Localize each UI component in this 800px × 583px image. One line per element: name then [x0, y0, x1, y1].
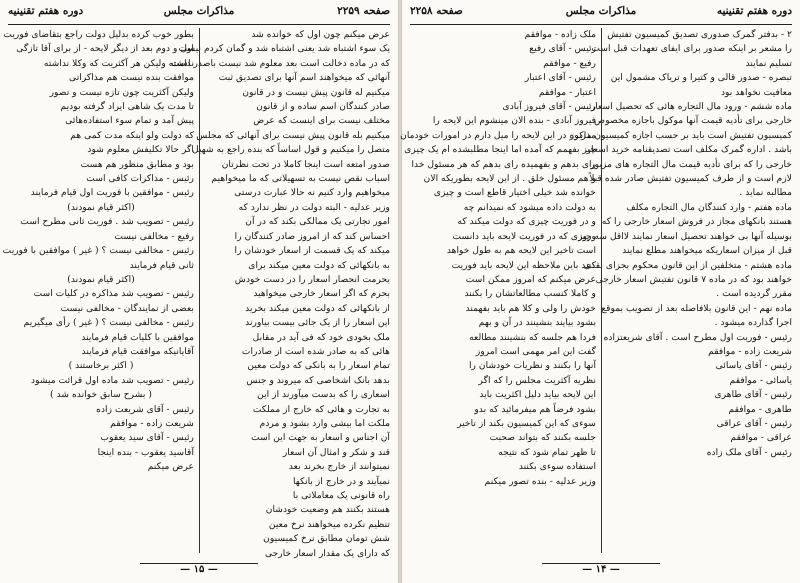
text-line: اگر حالا تکلیفش معلوم شود — [87, 144, 194, 156]
text-line: سوءی که این کمیسیون بکند از تاخیر — [457, 417, 596, 429]
left-page-column-right — [171, 28, 390, 559]
text-line: ۲ - بدفتر گمرک صدوری تصدیق کمیسیون تفتیش — [607, 29, 792, 40]
text-line: رئیس - مخالفی نیست ؟ ( غیر ) موافقین با فوریت — [2, 245, 194, 257]
left-column-divider — [199, 28, 200, 553]
text-line: آن اجناس و اسعار به جهت این است — [251, 432, 390, 444]
text-line: بوسیله آنها بی خواهند تحصیل اسعار نمایند لااقل سه روز — [578, 230, 792, 242]
left-page-running-title: مذاکرات مجلس — [163, 5, 235, 17]
text-line: نداشته ولیکن هر آکثریت که وکلا نداشته — [43, 57, 194, 69]
text-line: رئیس - آقای عراقی — [716, 417, 792, 429]
text-line: بدهد بانک اشخاصی که میروند و جنس — [246, 374, 390, 386]
text-line: ملکت اما بیشی وارد بشود و مردم — [259, 417, 390, 429]
text-line: ماده ششم - ورود مال التجاره هائی که تحصیل اسعار — [590, 101, 792, 113]
text-line: تا مدت یک شاهی ایراد گرفته بودیم — [60, 101, 194, 113]
text-line: مذاکره در این لایحه را میل دارم در امورات خودمان — [400, 129, 596, 141]
text-line: نظریه آکثریت مجلس را که اگر — [478, 374, 596, 386]
text-line: اجرا گذارده میشود . — [714, 317, 792, 329]
text-line: از بانکهائی که دولت معین میکند بخرید — [245, 302, 390, 314]
left-page-column-left — [2, 28, 194, 553]
left-page — [0, 0, 398, 583]
text-line: ماده هشتم - متخلفین از این قانون محکوم بجزای نقدی — [583, 259, 792, 271]
text-line: رئیس - مخالفی نیست ؟ ( غیر ) رأی میگیریم — [23, 317, 194, 329]
text-line: متصل را میکنیم و قول اساساً که بنده راجع به شهیل — [191, 144, 390, 156]
text-line: اول و دوم بعد از دیگر لایحه - از برای آقا تازگی — [16, 43, 194, 55]
left-page-folio: — ۱۵ — — [0, 564, 398, 575]
text-line: شریعت زاده - موافقم — [110, 417, 194, 429]
text-line: عراقی - موافقم — [730, 432, 792, 444]
text-line: ملک زاده - موافقم — [524, 29, 596, 40]
text-line: اعتبار - موافقم — [538, 86, 596, 98]
text-line: خارجی برای تأدیه قیمت آنها موکول باجازه مخصوص — [594, 115, 792, 127]
text-line: رئیس - آقای سید یعقوب — [100, 432, 194, 444]
text-line: عرض میکنم که امروز ممکن است — [465, 273, 596, 285]
text-line: بحرم که اگر اسعار خارجی میخواهید — [253, 288, 390, 300]
text-line: این لایحه بیاید دلیل اکثریت باید — [479, 389, 596, 401]
left-page-session: دوره هفتم تقنینیه — [8, 5, 84, 17]
text-line: چیز بفهمم که آمده اما اینجا مطلبشده ام یک چیزی — [404, 144, 596, 156]
text-line: قند و شکر و امثال آن اسعار — [282, 446, 390, 458]
text-line: وچیزی که در فوریت لایحه باید دانست — [452, 230, 596, 242]
text-line: است تاخیر این لایحه هم به طول خواهد — [446, 245, 596, 257]
text-line: وزیر عدلیه - البته دولت در نظر ندارد که — [238, 201, 390, 213]
text-line: راه قانونی یک معاملاتی با — [292, 490, 390, 501]
text-line: صادر کنندگان اسم ساده و از قانون — [256, 101, 390, 113]
text-line: تنظیم نکرده میخواهند نرخ معین — [268, 518, 390, 530]
text-line: بحرمت انحصار اسعار را در دست خودش — [234, 273, 390, 285]
text-line: خارجی را که برای تأدیه قیمت مال التجاره های مزبور — [590, 158, 792, 170]
text-line: تسلیم نمایند — [745, 57, 792, 69]
text-line: قبل از میزان اسعاریکه میخواهند مطلع نمایند — [622, 245, 792, 257]
text-line: رفیع - مخالفی نیست — [114, 230, 194, 242]
text-line: شش تومان مطابق نرخ کمیسیون — [263, 533, 390, 545]
text-line: که در ماده دخالت است بعد معلوم شد نیست باصدر است — [171, 57, 390, 69]
text-line: را مشعر بر اینکه صدور برای ایفای تعهدات قبل است — [591, 43, 792, 55]
text-line: مقرر گردیده است . — [716, 288, 792, 300]
text-line: میکنیم بله قانون پیش نیست برای آنهائی که مجلس — [196, 129, 390, 141]
text-line: رئیس - آقای طاهری — [714, 389, 792, 401]
text-line: و هم مسئول خلق . از این لایحه بطوریکه الان — [423, 173, 596, 185]
text-line: این اسعار را از یک جائی بیست بیاورند — [245, 317, 390, 329]
text-line: به دولت داده میشود که نمیدانم چه — [463, 201, 596, 213]
text-line: ولیکن آکثریت چون تازه نیست و تصور — [49, 86, 194, 98]
text-line: هستند بکنند هم وضعیت خودشان — [265, 504, 390, 516]
text-line: آنهائی که میخواهند اسم آنها برای تصدیق ثبت — [218, 72, 390, 84]
text-line: مطالبه نماید . — [739, 187, 792, 199]
text-line: اسباب نقص نیست به تسهیلاتی که ما میخواهیم — [211, 173, 390, 185]
text-line: ثانی قیام فرمایند — [129, 259, 194, 271]
text-line: و کاملا کنسب مطالعاتشان را بکنند — [464, 288, 596, 300]
text-line: کنند باین ملاحظه این لایحه باید فوریت — [451, 259, 596, 271]
text-line: موافقت بنده نیست هم مذاکراتی — [69, 72, 194, 84]
text-line: ملک بخودی خود که فی آید در مقابل — [252, 331, 390, 343]
text-line: رئیس - موافقین با فوریت اول قیام فرمایند — [30, 187, 194, 199]
text-line: رئیس - تصویب شد ماده اول قرائت میشود — [30, 374, 194, 386]
text-line: آنها را بکنند و نظریات خودشان را — [468, 360, 596, 372]
right-column-divider — [601, 28, 602, 553]
text-line: آقاسید یعقوب - بنده اینجا — [97, 446, 194, 458]
text-line: رئیس - فوریت اول مطرح است . آقای شریعتزاده — [603, 331, 792, 343]
text-line: رئیس - آقای یاسائی — [715, 360, 792, 372]
text-line: رفیع - موافقم — [543, 57, 596, 69]
text-line: استفاده سوءی بکنند — [518, 461, 596, 473]
text-line: فیروز آبادی - بنده الان مینشوم این لایحه را — [432, 115, 596, 127]
text-line: رای بدهم و بفهمیده رای بدهم که هر مسئول خدا — [411, 158, 596, 170]
text-line: باشد . اداره گمرک مکلف است تصدیقنامه خرید اسعار — [586, 144, 792, 156]
text-line: شریعت زاده - موافقم — [708, 345, 792, 357]
text-line: احساس کند که از امروز صادر کنندگان را — [234, 230, 390, 242]
text-line: خوانده شد خیلی اختیار قاطع است و چیزی — [433, 187, 596, 199]
text-line: رئیس - مذاکرات کافی است — [86, 173, 194, 185]
text-line: فردا هم جلسه که بنشینند مطالعه — [469, 331, 596, 343]
text-line: (اکثر قیام نمودند) — [67, 201, 135, 213]
text-line: ( اکثر برخاستند ) — [68, 360, 134, 372]
left-page-header — [8, 5, 390, 23]
left-page-number: صفحه ۲۲۵۹ — [337, 5, 390, 17]
text-line: یاسائی - موافقم — [729, 374, 792, 386]
text-line: وزیر عدلیه - بنده تصور میکنم — [484, 475, 596, 487]
text-line: بشود فرضاً هم میفرمائید که بدو — [474, 403, 596, 415]
right-page-column-left — [400, 28, 596, 553]
text-line: گفت این امر مهمی است امروز — [475, 345, 596, 357]
text-line: میکند که یک قسمت از اسعار خودشان را — [234, 245, 390, 257]
text-line: عرض میکنم — [147, 461, 194, 473]
right-page-session: دوره هفتم تقنینیه — [716, 5, 792, 17]
text-line: آقایانیکه موافقت قیام فرمایند — [81, 345, 194, 357]
text-line: میخواهیم وارد کنیم نه حالا عبارت درستی — [234, 187, 390, 199]
text-line: کمیسیون تفتیش است باید بر حسب اجازه کمیسیون مزبور — [569, 129, 792, 141]
left-header-rule — [8, 24, 390, 25]
text-line: رئیس - تصویب شد . فوریت ثانی مطرح است — [20, 216, 194, 228]
text-line: به تجارت و هائی که خارج از مملکت — [252, 403, 390, 415]
text-line: یک سوء اشتباه شد یعنی اشتباه شد و گمان کردم نیست — [178, 43, 390, 55]
text-line: معافیت نخواهد بود — [720, 86, 792, 98]
text-line: بشود بیایند بنشینند در آن و بهم — [478, 317, 596, 329]
text-line: لازم است و از طرف کمیسیون تفتیش صادر شده قبلاً — [589, 173, 792, 185]
text-line: رئیس - تصویب شد مذاکره در کلیات است — [33, 288, 194, 300]
text-line: بود و مطابق منظور هم هست — [80, 158, 194, 170]
right-page-header — [410, 5, 792, 23]
text-line: مختلف نیست برای اینست که عرض — [253, 115, 390, 127]
text-line: خودش را ولی و کلا هم باید بفهمند — [465, 302, 596, 314]
text-line: ماده نهم - این قانون بلافاصله بعد از تصویب بموقع — [601, 302, 792, 314]
text-line: رئیس - آقای فیروز آبادی — [502, 101, 596, 113]
text-line: تا ظهر تمام شود که نتیجه — [498, 446, 596, 458]
right-page-folio: — ۱۴ — — [402, 564, 800, 575]
text-line: تبصره - صدور قالی و کتیرا و تریاک مشمول این — [610, 72, 792, 84]
text-line: جلسه بکنند که بتواند صحبت — [489, 432, 596, 444]
text-line: خواهند بود که در ماده ۷ قانون تفتیش اسعار خارجی — [595, 273, 792, 285]
text-line: رئیس - آقای ملک زاده — [706, 446, 792, 458]
text-line: موافقین با کلیات قیام فرمایند — [81, 331, 194, 343]
text-line: به بانکهائی که دولت معین میکند برای — [248, 259, 390, 271]
right-page-number: صفحه ۲۲۵۸ — [410, 5, 463, 17]
text-line: هائی که به صادر شده است از صادرات — [241, 345, 390, 357]
text-line: بعضی از نمایندگان - مخالفی نیست — [60, 302, 194, 314]
text-line: که دارای یک مقدار اسعار خارجی — [264, 547, 390, 559]
text-line: ماده هفتم - وارد کنندگان مال التجاره مکلف — [626, 201, 792, 213]
text-line: بطور خوب کرده بدلیل دولت راجع بتقاضای فوریت — [3, 29, 194, 40]
right-header-rule — [410, 24, 792, 25]
text-line: و در فوریت چیزی که دولت میکند که — [457, 216, 596, 228]
text-line: ( بشرح سابق خوانده شد ) — [50, 389, 152, 401]
text-line: پیش آمد و تمام سوء استفاده‌هائی — [65, 115, 194, 127]
text-line: میکنیم له قانون پیش نیست و در قانون — [242, 86, 390, 98]
text-line: (اکثر قیام نمودند) — [67, 273, 135, 285]
text-line: امور تجارتی یک ممالکی بکند که در آن — [245, 216, 390, 228]
text-line: صدور امتعه است اینجا کاملا در تحت نظرتان — [221, 158, 390, 170]
text-line: تمام اسعار را به بانکی که دولت معین — [247, 360, 390, 372]
text-line: عرض میکنم چون اول که خوانده شد — [251, 29, 390, 40]
text-line: اسعاری را که بدست میآورند از این — [257, 389, 390, 401]
right-page-running-title: مذاکرات مجلس — [565, 5, 637, 17]
text-line: طاهری - موافقم — [728, 403, 792, 415]
text-line: رئیس - آقای رفیع — [529, 43, 596, 55]
text-line: رئیس - آقای اعتبار — [524, 72, 596, 84]
text-line: نمیآیند و در خارج از بانکها — [292, 475, 390, 487]
text-line: هستند بانکهای مجاز در فروش اسعار خارجی را که — [601, 216, 792, 228]
text-line: که دولت ولو اینکه مدت کمی هم — [70, 129, 194, 141]
text-line: رئیس - آقای شریعت زاده — [96, 403, 194, 415]
text-line: نمیتوانند از خارج بخرند بعد — [288, 461, 390, 473]
right-page — [402, 0, 800, 583]
